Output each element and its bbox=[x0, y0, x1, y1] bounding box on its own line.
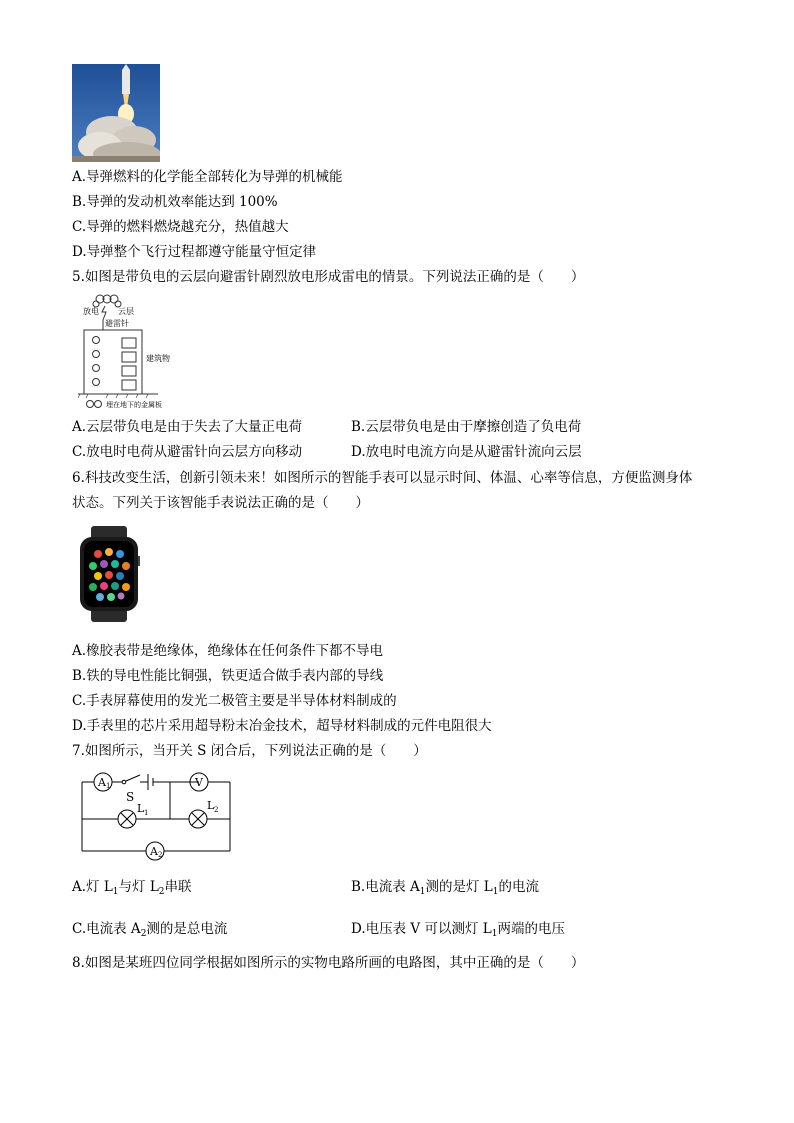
lamp-l2-label: L bbox=[207, 799, 215, 812]
q4-option-a: A.导弹燃料的化学能全部转化为导弹的机械能 bbox=[72, 169, 343, 185]
q4-option-d: D.导弹整个飞行过程都遵守能量守恒定律 bbox=[72, 244, 317, 260]
q8-stem: 8.如图是某班四位同学根据如图所示的实物电路所画的电路图，其中正确的是（ ） bbox=[72, 955, 585, 971]
q5-option-d: D.放电时电流方向是从避雷针流向云层 bbox=[351, 444, 582, 460]
label-building: 建筑物 bbox=[146, 354, 170, 363]
q6-stem-line1: 6.科技改变生活，创新引领未来！如图所示的智能手表可以显示时间、体温、心率等信息，方便监测身体 bbox=[72, 470, 693, 486]
q7-option-c: C.电流表 $A_2$测的是总电流 bbox=[72, 921, 228, 939]
q6-stem-line2: 状态。下列关于该智能手表说法正确的是（ ） bbox=[72, 495, 369, 511]
q5-option-b: B.云层带负电是由于摩擦创造了负电荷 bbox=[351, 419, 582, 435]
label-metal-plate: 埋在地下的金属板 bbox=[106, 401, 162, 409]
q6-option-b: B.铁的导电性能比铜强，铁更适合做手表内部的导线 bbox=[72, 668, 384, 684]
missile-launch-photo bbox=[72, 64, 160, 162]
q6-option-c: C.手表屏幕使用的发光二极管主要是半导体材料制成的 bbox=[72, 693, 397, 709]
q7-option-d: D.电压表 V 可以测灯 $L_1$两端的电压 bbox=[351, 921, 565, 939]
ammeter-a1-sub: 1 bbox=[106, 782, 111, 790]
voltmeter-label: V bbox=[195, 776, 203, 789]
label-discharge: 放电 bbox=[83, 307, 99, 316]
lamp-l1-sub: 1 bbox=[144, 809, 149, 817]
label-lightning-rod: 避雷针 bbox=[105, 319, 129, 328]
q7-option-a: A.灯 $L_1$与灯 $L_2$串联 bbox=[72, 879, 192, 897]
q6-option-d: D.手表里的芯片采用超导粉末冶金技术，超导材料制成的元件电阻很大 bbox=[72, 718, 492, 734]
switch-s-label: S bbox=[126, 790, 135, 804]
lamp-l1-label: L bbox=[137, 802, 145, 815]
q5-option-a: A.云层带负电是由于失去了大量正电荷 bbox=[72, 419, 303, 435]
circuit-diagram bbox=[74, 767, 236, 863]
q4-option-b: B.导弹的发动机效率能达到 100% bbox=[72, 194, 278, 210]
ammeter-a1-label: A bbox=[98, 776, 106, 789]
smartwatch-photo bbox=[78, 526, 140, 622]
q7-stem: 7.如图所示，当开关 S 闭合后，下列说法正确的是（ ） bbox=[72, 743, 427, 759]
lamp-l2-sub: 2 bbox=[214, 806, 219, 814]
q7-option-b: B.电流表 $A_1$测的是灯 $L_1$的电流 bbox=[351, 879, 539, 897]
q5-stem: 5.如图是带负电的云层向避雷针剧烈放电形成雷电的情景。下列说法正确的是（ ） bbox=[72, 269, 585, 285]
ammeter-a2-sub: 2 bbox=[158, 851, 163, 859]
label-cloud: 云层 bbox=[118, 307, 134, 316]
ammeter-a2-label: A bbox=[150, 845, 158, 858]
q5-option-c: C.放电时电荷从避雷针向云层方向移动 bbox=[72, 444, 303, 460]
q6-option-a: A.橡胶表带是绝缘体，绝缘体在任何条件下都不导电 bbox=[72, 643, 384, 659]
q4-option-c: C.导弹的燃料燃烧越充分，热值越大 bbox=[72, 219, 289, 235]
lightning-rod-figure bbox=[78, 292, 188, 414]
